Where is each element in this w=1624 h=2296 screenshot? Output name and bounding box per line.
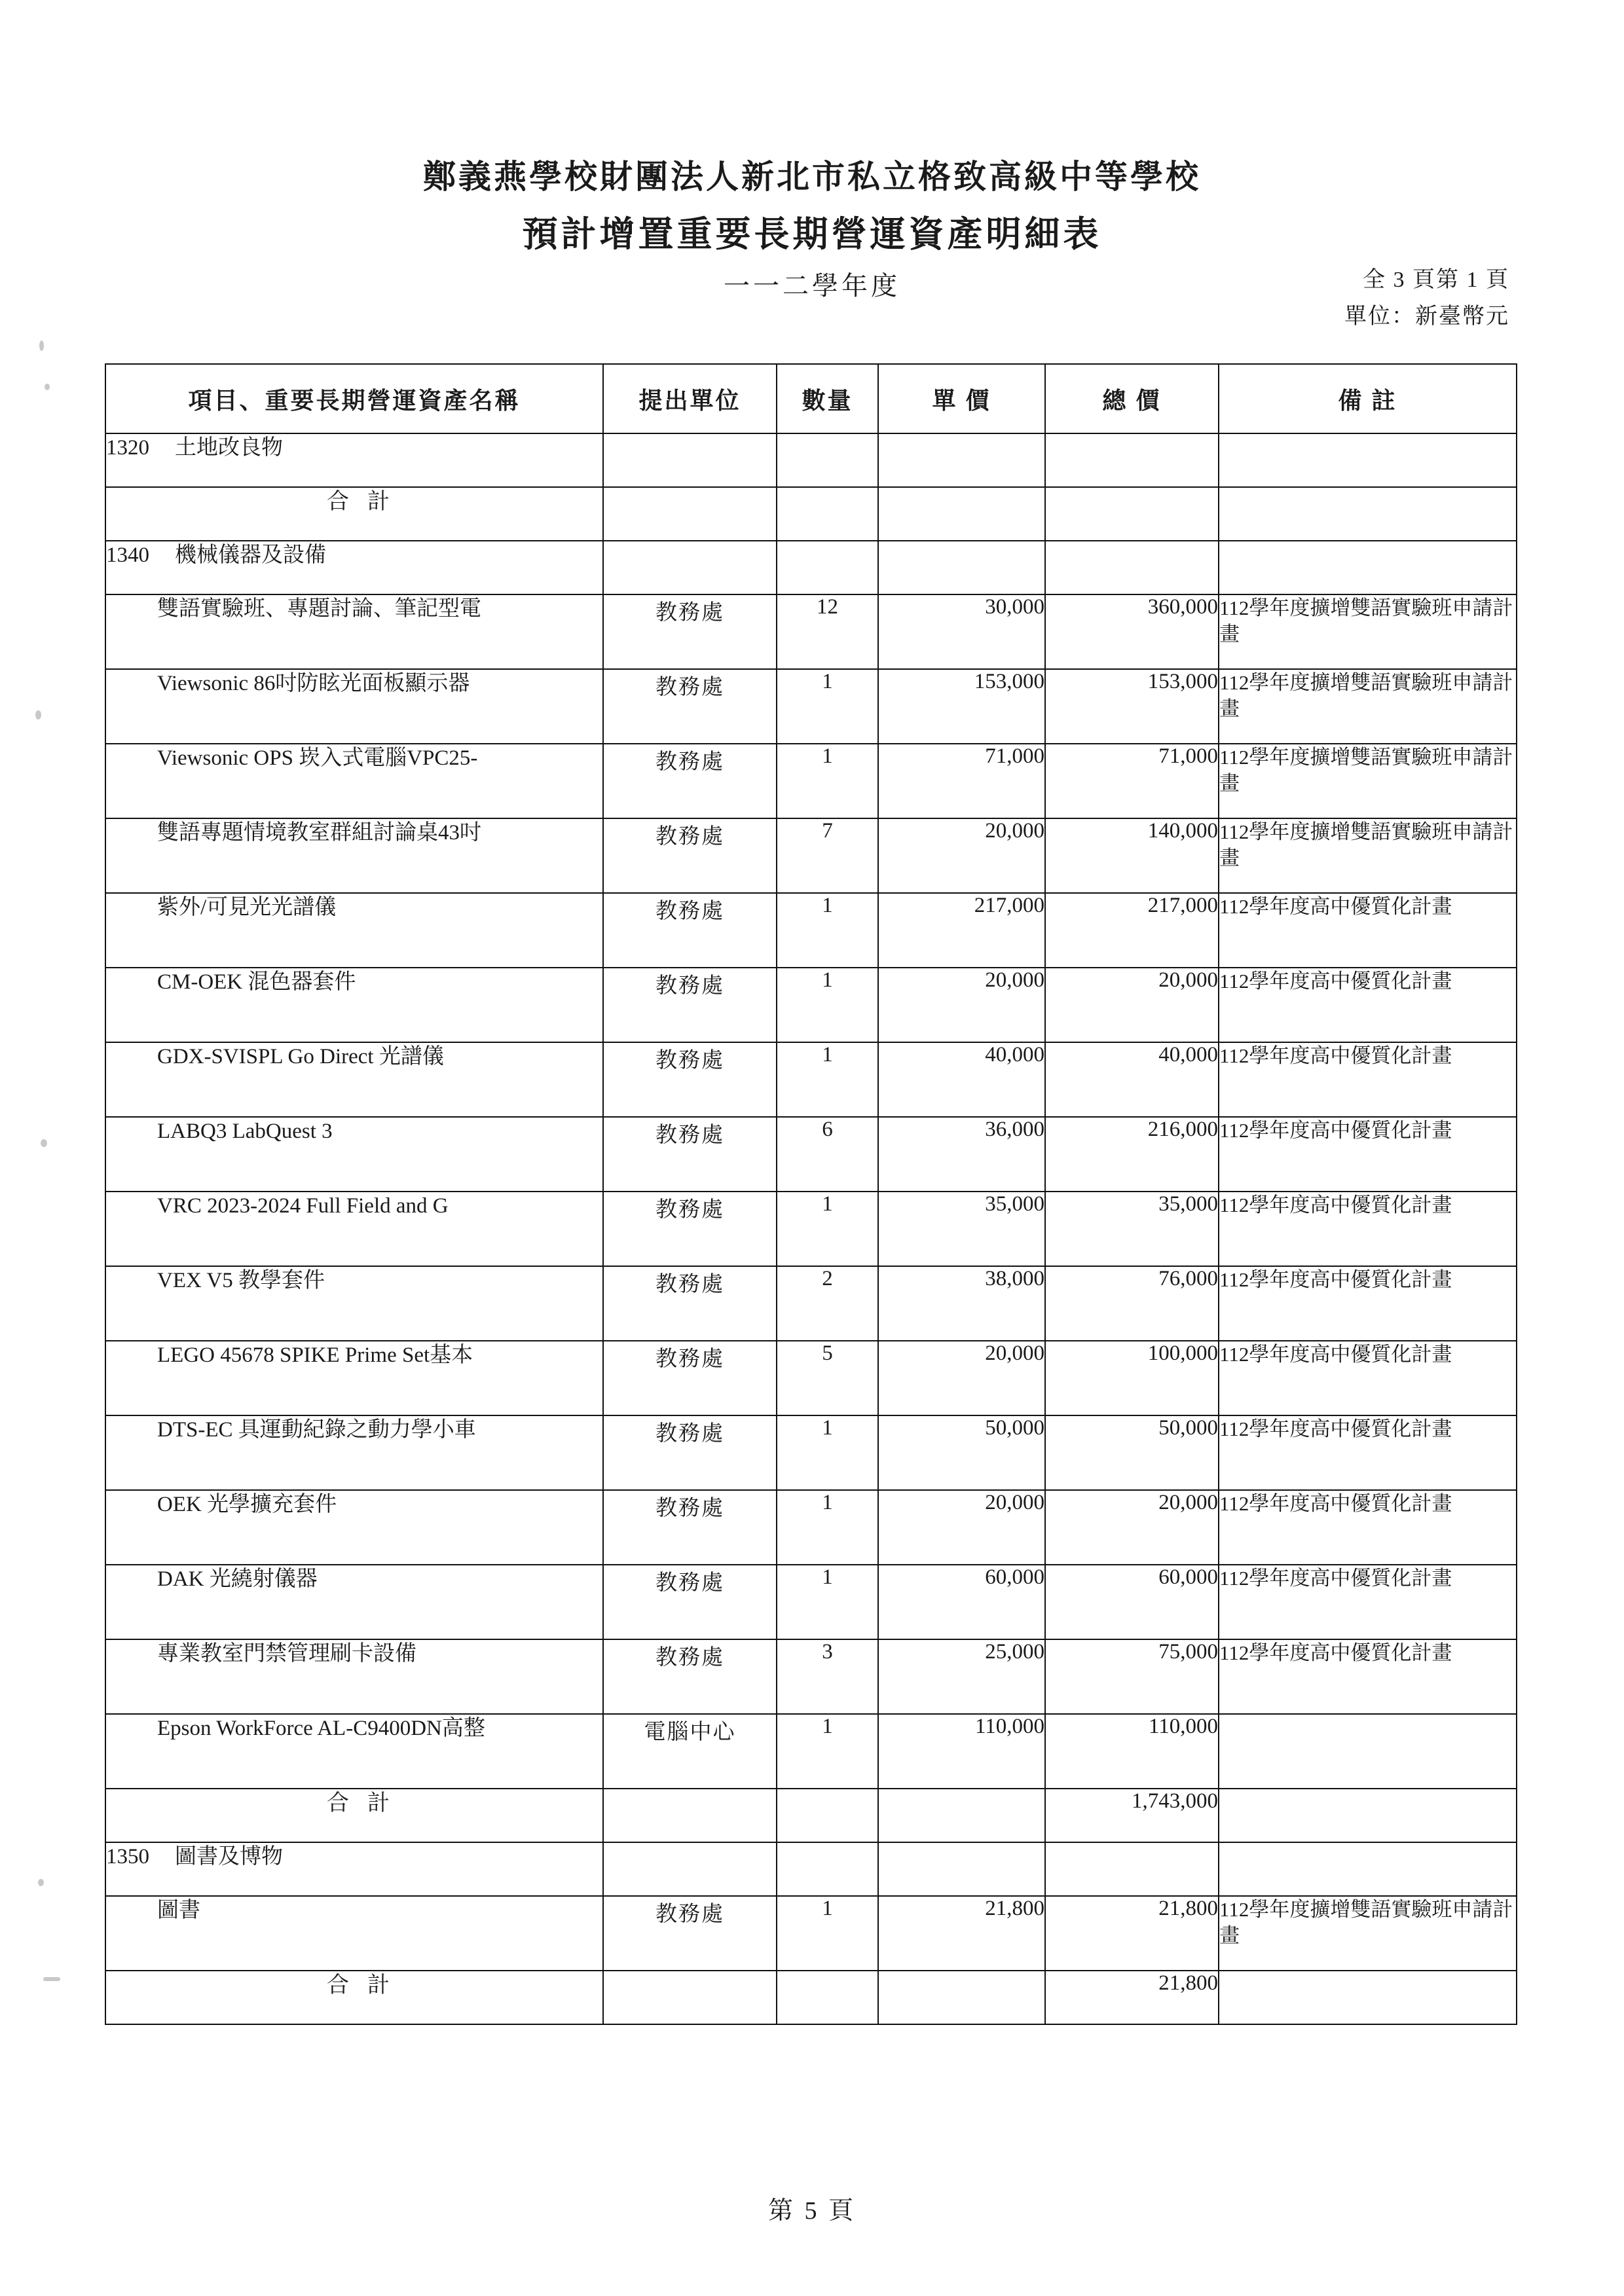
empty-cell (777, 541, 878, 594)
empty-cell (1219, 1842, 1517, 1896)
asset-qty: 1 (777, 1714, 878, 1789)
asset-name: VRC 2023-2024 Full Field and G (105, 1192, 603, 1266)
asset-qty: 12 (777, 594, 878, 669)
empty-cell (1045, 1842, 1219, 1896)
asset-total: 35,000 (1045, 1192, 1219, 1266)
asset-price: 217,000 (878, 893, 1045, 968)
table-header-row (105, 364, 1517, 433)
asset-name: LEGO 45678 SPIKE Prime Set基本 (105, 1341, 603, 1415)
subtotal-amount: 21,800 (1045, 1971, 1219, 2024)
asset-unit: 教務處 (603, 1341, 777, 1415)
empty-cell (777, 487, 878, 541)
empty-cell (878, 1971, 1045, 2024)
asset-note: 112學年度高中優質化計畫 (1219, 1192, 1517, 1266)
subtotal-label-cell (105, 487, 603, 541)
section-code: 1320 (106, 436, 149, 460)
subtotal-row (105, 1789, 1517, 1842)
asset-qty: 1 (777, 1565, 878, 1639)
table-row (105, 1415, 1517, 1490)
asset-note: 112學年度高中優質化計畫 (1219, 1117, 1517, 1192)
col-header-qty: 數量 (777, 364, 878, 433)
table-row (105, 1042, 1517, 1117)
empty-cell (777, 1971, 878, 2024)
empty-cell (777, 1842, 878, 1896)
table-row (105, 893, 1517, 968)
page-footer (0, 2190, 1624, 2226)
asset-price: 20,000 (878, 1341, 1045, 1415)
school-name: 鄭義燕學校財團法人新北市私立格致高級中等學校 (423, 158, 1201, 195)
school-year: 一一二學年度 (724, 270, 900, 301)
asset-price: 60,000 (878, 1565, 1045, 1639)
section-name: 土地改良物 (175, 436, 283, 460)
subtotal-row (105, 487, 1517, 541)
asset-price: 50,000 (878, 1415, 1045, 1490)
asset-note: 112學年度高中優質化計畫 (1219, 968, 1517, 1042)
asset-note: 112學年度高中優質化計畫 (1219, 1042, 1517, 1117)
table-row (105, 1896, 1517, 1971)
empty-cell (878, 433, 1045, 487)
asset-qty: 1 (777, 1192, 878, 1266)
asset-unit: 教務處 (603, 1042, 777, 1117)
asset-total: 110,000 (1045, 1714, 1219, 1789)
asset-total: 100,000 (1045, 1341, 1219, 1415)
col-header-name: 項目、重要長期營運資產名稱 (105, 364, 603, 433)
asset-qty: 1 (777, 669, 878, 744)
asset-unit: 教務處 (603, 968, 777, 1042)
section-code: 1340 (106, 543, 149, 567)
asset-unit: 教務處 (603, 1266, 777, 1341)
asset-total: 40,000 (1045, 1042, 1219, 1117)
table-row (105, 818, 1517, 893)
asset-total: 140,000 (1045, 818, 1219, 893)
table-row (105, 1714, 1517, 1789)
section-title-cell (105, 1842, 603, 1896)
asset-price: 30,000 (878, 594, 1045, 669)
empty-cell (603, 433, 777, 487)
asset-unit: 教務處 (603, 1565, 777, 1639)
asset-unit: 教務處 (603, 594, 777, 669)
asset-unit: 教務處 (603, 744, 777, 818)
asset-name: 紫外/可見光光譜儀 (105, 893, 603, 968)
scan-artifact (35, 710, 41, 720)
asset-qty: 1 (777, 744, 878, 818)
subtotal-amount: 1,743,000 (1045, 1789, 1219, 1842)
asset-qty: 1 (777, 1042, 878, 1117)
asset-price: 38,000 (878, 1266, 1045, 1341)
subtotal-label: 合計 (327, 1973, 408, 1997)
asset-qty: 1 (777, 1490, 878, 1565)
section-name: 機械儀器及設備 (175, 543, 326, 567)
asset-name: DTS-EC 具運動紀錄之動力學小車 (105, 1415, 603, 1490)
asset-qty: 1 (777, 1896, 878, 1971)
asset-total: 71,000 (1045, 744, 1219, 818)
asset-qty: 6 (777, 1117, 878, 1192)
asset-note: 112學年度高中優質化計畫 (1219, 1490, 1517, 1565)
asset-name: Epson WorkForce AL-C9400DN高整 (105, 1714, 603, 1789)
asset-price: 20,000 (878, 968, 1045, 1042)
asset-name: 雙語實驗班、專題討論、筆記型電 (105, 594, 603, 669)
page-count: 全 3 頁第 1 頁 (1363, 268, 1509, 292)
asset-name: OEK 光學擴充套件 (105, 1490, 603, 1565)
asset-name: 圖書 (105, 1896, 603, 1971)
empty-cell (878, 487, 1045, 541)
asset-price: 153,000 (878, 669, 1045, 744)
empty-cell (603, 1971, 777, 2024)
subtotal-row (105, 1971, 1517, 2024)
asset-name: LABQ3 LabQuest 3 (105, 1117, 603, 1192)
asset-note: 112學年度高中優質化計畫 (1219, 1565, 1517, 1639)
asset-price: 71,000 (878, 744, 1045, 818)
asset-note: 112學年度擴增雙語實驗班申請計畫 (1219, 1896, 1517, 1971)
assets-table (105, 363, 1517, 2025)
empty-cell (1219, 1789, 1517, 1842)
asset-total: 153,000 (1045, 669, 1219, 744)
empty-cell (1219, 487, 1517, 541)
empty-cell (603, 1842, 777, 1896)
asset-total: 50,000 (1045, 1415, 1219, 1490)
table-row (105, 1192, 1517, 1266)
assets-table-body (105, 433, 1517, 2024)
document-header (0, 0, 1624, 302)
subtotal-amount (1045, 487, 1219, 541)
table-row (105, 1341, 1517, 1415)
asset-unit: 教務處 (603, 1192, 777, 1266)
asset-price: 20,000 (878, 1490, 1045, 1565)
asset-total: 60,000 (1045, 1565, 1219, 1639)
table-row (105, 968, 1517, 1042)
asset-qty: 3 (777, 1639, 878, 1714)
section-title-cell (105, 541, 603, 594)
asset-note: 112學年度擴增雙語實驗班申請計畫 (1219, 818, 1517, 893)
asset-name: Viewsonic 86吋防眩光面板顯示器 (105, 669, 603, 744)
col-header-unit: 提出單位 (603, 364, 777, 433)
asset-qty: 1 (777, 1415, 878, 1490)
empty-cell (1219, 1971, 1517, 2024)
asset-price: 25,000 (878, 1639, 1045, 1714)
section-title-cell (105, 433, 603, 487)
empty-cell (603, 541, 777, 594)
asset-unit: 教務處 (603, 893, 777, 968)
empty-cell (1219, 433, 1517, 487)
currency-unit-note: 單位：新臺幣元 (1344, 304, 1509, 329)
asset-note: 112學年度擴增雙語實驗班申請計畫 (1219, 669, 1517, 744)
subtotal-label: 合計 (327, 1791, 408, 1815)
table-row (105, 744, 1517, 818)
asset-total: 217,000 (1045, 893, 1219, 968)
asset-qty: 7 (777, 818, 878, 893)
scan-artifact (43, 1977, 60, 1981)
asset-name: DAK 光繞射儀器 (105, 1565, 603, 1639)
asset-qty: 1 (777, 893, 878, 968)
table-row (105, 1490, 1517, 1565)
asset-note: 112學年度擴增雙語實驗班申請計畫 (1219, 744, 1517, 818)
asset-name: VEX V5 教學套件 (105, 1266, 603, 1341)
asset-unit: 教務處 (603, 1415, 777, 1490)
scan-artifact (41, 1139, 47, 1147)
asset-unit: 電腦中心 (603, 1714, 777, 1789)
table-row (105, 1117, 1517, 1192)
empty-cell (878, 541, 1045, 594)
asset-total: 21,800 (1045, 1896, 1219, 1971)
table-row (105, 1639, 1517, 1714)
col-header-total: 總 價 (1045, 364, 1219, 433)
subtotal-label: 合計 (327, 490, 408, 514)
asset-name: 雙語專題情境教室群組討論桌43吋 (105, 818, 603, 893)
asset-unit: 教務處 (603, 1490, 777, 1565)
asset-price: 40,000 (878, 1042, 1045, 1117)
asset-total: 20,000 (1045, 968, 1219, 1042)
asset-unit: 教務處 (603, 1896, 777, 1971)
page-number: 第 5 頁 (767, 2197, 856, 2225)
empty-cell (878, 1842, 1045, 1896)
table-row (105, 1565, 1517, 1639)
table-row (105, 669, 1517, 744)
assets-table-wrapper (105, 363, 1516, 2025)
asset-unit: 教務處 (603, 1117, 777, 1192)
asset-note: 112學年度高中優質化計畫 (1219, 1341, 1517, 1415)
col-header-note: 備 註 (1219, 364, 1517, 433)
scan-artifact (38, 1879, 44, 1886)
empty-cell (878, 1789, 1045, 1842)
section-row (105, 1842, 1517, 1896)
section-name: 圖書及博物 (175, 1845, 283, 1868)
scan-artifact (39, 340, 44, 351)
empty-cell (777, 433, 878, 487)
asset-note (1219, 1714, 1517, 1789)
asset-unit: 教務處 (603, 818, 777, 893)
asset-note: 112學年度高中優質化計畫 (1219, 1415, 1517, 1490)
asset-unit: 教務處 (603, 1639, 777, 1714)
asset-note: 112學年度高中優質化計畫 (1219, 1639, 1517, 1714)
empty-cell (1045, 541, 1219, 594)
empty-cell (1045, 433, 1219, 487)
page-title: 預計增置重要長期營運資產明細表 (522, 215, 1102, 254)
subtotal-label-cell (105, 1789, 603, 1842)
asset-qty: 1 (777, 968, 878, 1042)
asset-total: 360,000 (1045, 594, 1219, 669)
section-row (105, 541, 1517, 594)
asset-name: Viewsonic OPS 崁入式電腦VPC25- (105, 744, 603, 818)
asset-total: 20,000 (1045, 1490, 1219, 1565)
asset-qty: 2 (777, 1266, 878, 1341)
empty-cell (777, 1789, 878, 1842)
asset-price: 21,800 (878, 1896, 1045, 1971)
asset-unit: 教務處 (603, 669, 777, 744)
table-row (105, 594, 1517, 669)
asset-name: GDX-SVISPL Go Direct 光譜儀 (105, 1042, 603, 1117)
asset-total: 75,000 (1045, 1639, 1219, 1714)
asset-price: 35,000 (878, 1192, 1045, 1266)
asset-total: 216,000 (1045, 1117, 1219, 1192)
table-row (105, 1266, 1517, 1341)
empty-cell (1219, 541, 1517, 594)
subtotal-label-cell (105, 1971, 603, 2024)
header-meta (1344, 262, 1509, 335)
empty-cell (603, 1789, 777, 1842)
asset-note: 112學年度高中優質化計畫 (1219, 893, 1517, 968)
asset-note: 112學年度擴增雙語實驗班申請計畫 (1219, 594, 1517, 669)
asset-price: 36,000 (878, 1117, 1045, 1192)
asset-price: 110,000 (878, 1714, 1045, 1789)
asset-qty: 5 (777, 1341, 878, 1415)
col-header-price: 單 價 (878, 364, 1045, 433)
scan-artifact (45, 384, 50, 390)
asset-total: 76,000 (1045, 1266, 1219, 1341)
asset-name: 專業教室門禁管理刷卡設備 (105, 1639, 603, 1714)
asset-name: CM-OEK 混色器套件 (105, 968, 603, 1042)
asset-price: 20,000 (878, 818, 1045, 893)
section-row (105, 433, 1517, 487)
empty-cell (603, 487, 777, 541)
section-code: 1350 (106, 1845, 149, 1868)
asset-note: 112學年度高中優質化計畫 (1219, 1266, 1517, 1341)
